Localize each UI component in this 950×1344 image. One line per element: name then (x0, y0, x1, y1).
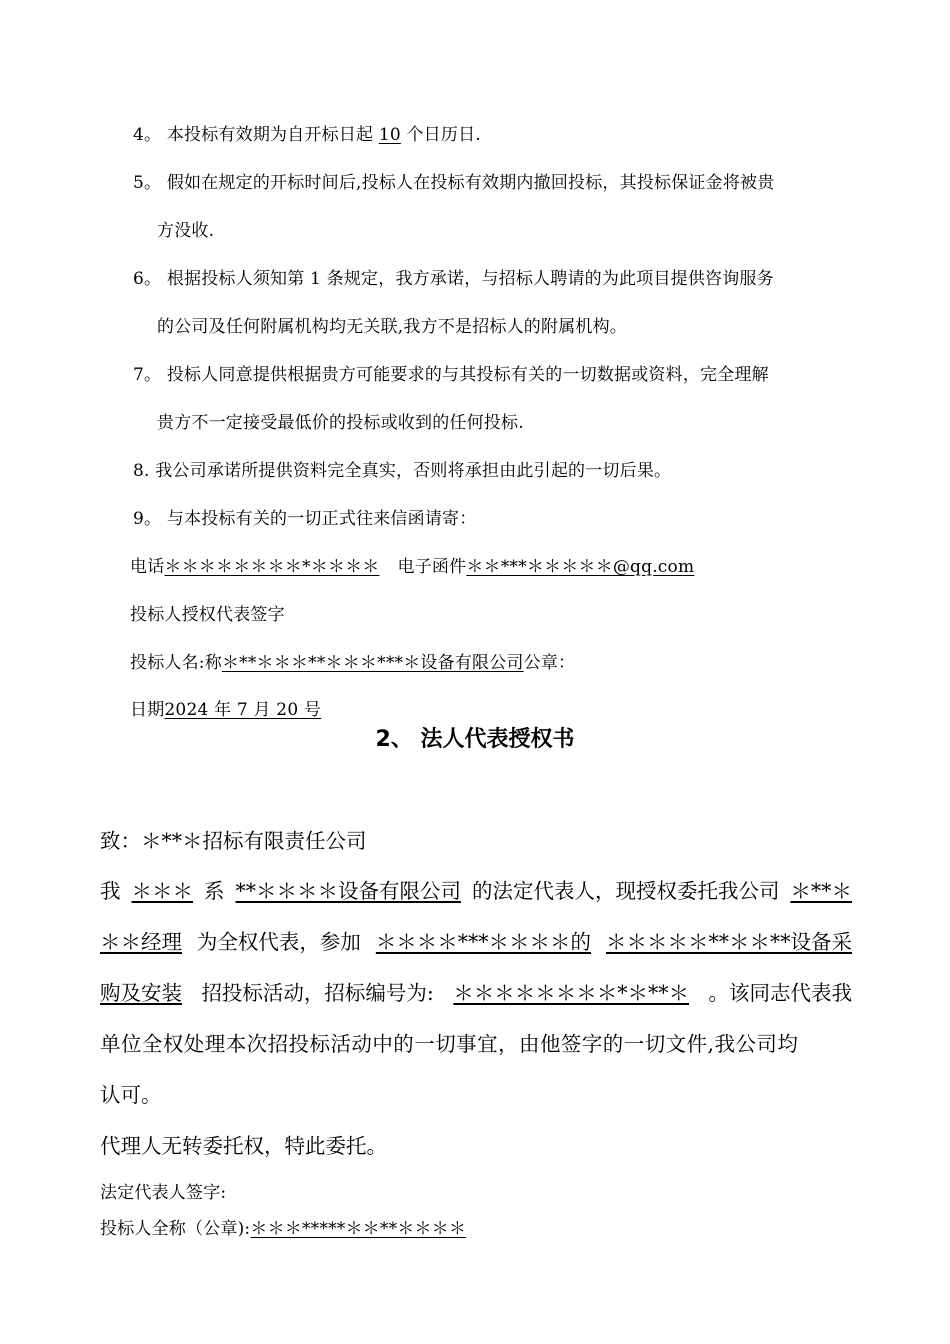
text-span: 的法定代表人，现授权委托我公司 (472, 879, 780, 903)
name-blank: ＊＊＊ (131, 879, 193, 903)
clause-4-tail: 个日历日. (400, 125, 481, 145)
date-label: 日期 (130, 700, 165, 720)
text-span: 。该同志代表我 (708, 981, 852, 1005)
clause-5-line1: 5。 假如在规定的开标时间后,投标人在投标有效期内撤回投标，其投标保证金将被贵 (133, 173, 775, 193)
clause-9: 9。 与本投标有关的一切正式往来信函请寄： (133, 509, 477, 529)
agent-blank: ＊**＊ (790, 879, 852, 903)
email-label: 电子函件 (397, 557, 467, 577)
text-span: 系 (204, 879, 225, 903)
clause-7-line1: 7。 投标人同意提供根据贵方可能要求的与其投标有关的一切数据或资料，完全理解 (133, 365, 769, 385)
project-name-blank-cont: 购及安装 (100, 981, 182, 1005)
text-span: 为全权代表，参加 (196, 930, 361, 954)
phone-value: ＊＊＊＊＊＊＊＊*＊＊＊＊ (164, 557, 380, 577)
bidder-name-line (130, 648, 575, 673)
no-transfer-statement: 代理人无转委托权，特此委托。 (100, 1134, 387, 1158)
clause-6-line1: 6。 根据投标人须知第 1 条规定，我方承诺，与招标人聘请的为此项目提供咨询服务 (133, 269, 774, 289)
email-value: ＊＊***＊＊＊＊＊@qq.com (466, 557, 695, 577)
clause-7-line2: 贵方不一定接受最低价的投标或收到的任何投标. (157, 413, 524, 433)
company-blank: **＊＊＊＊设备有限公司 (235, 879, 461, 903)
text-span: 招投标活动，招标编号为: (201, 981, 434, 1005)
letter-line-3 (100, 976, 852, 1006)
clause-4-text: 4。 本投标有效期为自开标日起 (133, 125, 379, 145)
project-name-blank: ＊＊＊＊＊**＊＊**设备采 (605, 930, 852, 954)
agent-title-blank: ＊＊经理 (100, 930, 182, 954)
text-span: 我 (100, 879, 121, 903)
letter-line-5: 认可。 (100, 1083, 162, 1107)
clause-5-line2: 方没收. (157, 221, 215, 241)
date-value: 2024 年 7 月 20 号 (164, 700, 322, 720)
bidder-fullname-label: 投标人全称（公章): (100, 1219, 251, 1239)
clause-8: 8. 我公司承诺所提供资料完全真实，否则将承担由此引起的一切后果。 (133, 461, 672, 481)
seal-label: 公章： (523, 653, 576, 673)
bidder-name-value: ＊**＊＊＊**＊＊＊***＊设备有限公司 (221, 653, 524, 673)
project-owner-blank: ＊＊＊＊***＊＊＊＊的 (375, 930, 592, 954)
contact-line (130, 552, 694, 577)
addressee: 致：＊**＊招标有限责任公司 (100, 829, 367, 853)
rep-signature-label: 投标人授权代表签字 (130, 605, 285, 625)
phone-label: 电话 (130, 557, 165, 577)
clause-4 (133, 120, 481, 145)
clause-6-line2: 的公司及任何附属机构均无关联,我方不是招标人的附属机构。 (157, 317, 628, 337)
date-line (130, 695, 321, 720)
validity-days: 10 (378, 125, 401, 145)
tender-number-blank: ＊＊＊＊＊＊＊＊*＊**＊ (453, 981, 690, 1005)
bidder-fullname-value: ＊＊＊*****＊＊**＊＊＊＊ (250, 1219, 467, 1239)
bidder-fullname-line (100, 1214, 466, 1239)
letter-line-4: 单位全权处理本次招投标活动中的一切事宜，由他签字的一切文件,我公司均 (100, 1032, 799, 1056)
letter-line-1 (100, 874, 852, 904)
legal-rep-signature-label: 法定代表人签字: (100, 1183, 227, 1203)
bidder-name-label: 投标人名:称 (130, 653, 222, 673)
letter-line-2 (100, 925, 852, 955)
section-title: 2、 法人代表授权书 (375, 727, 575, 752)
